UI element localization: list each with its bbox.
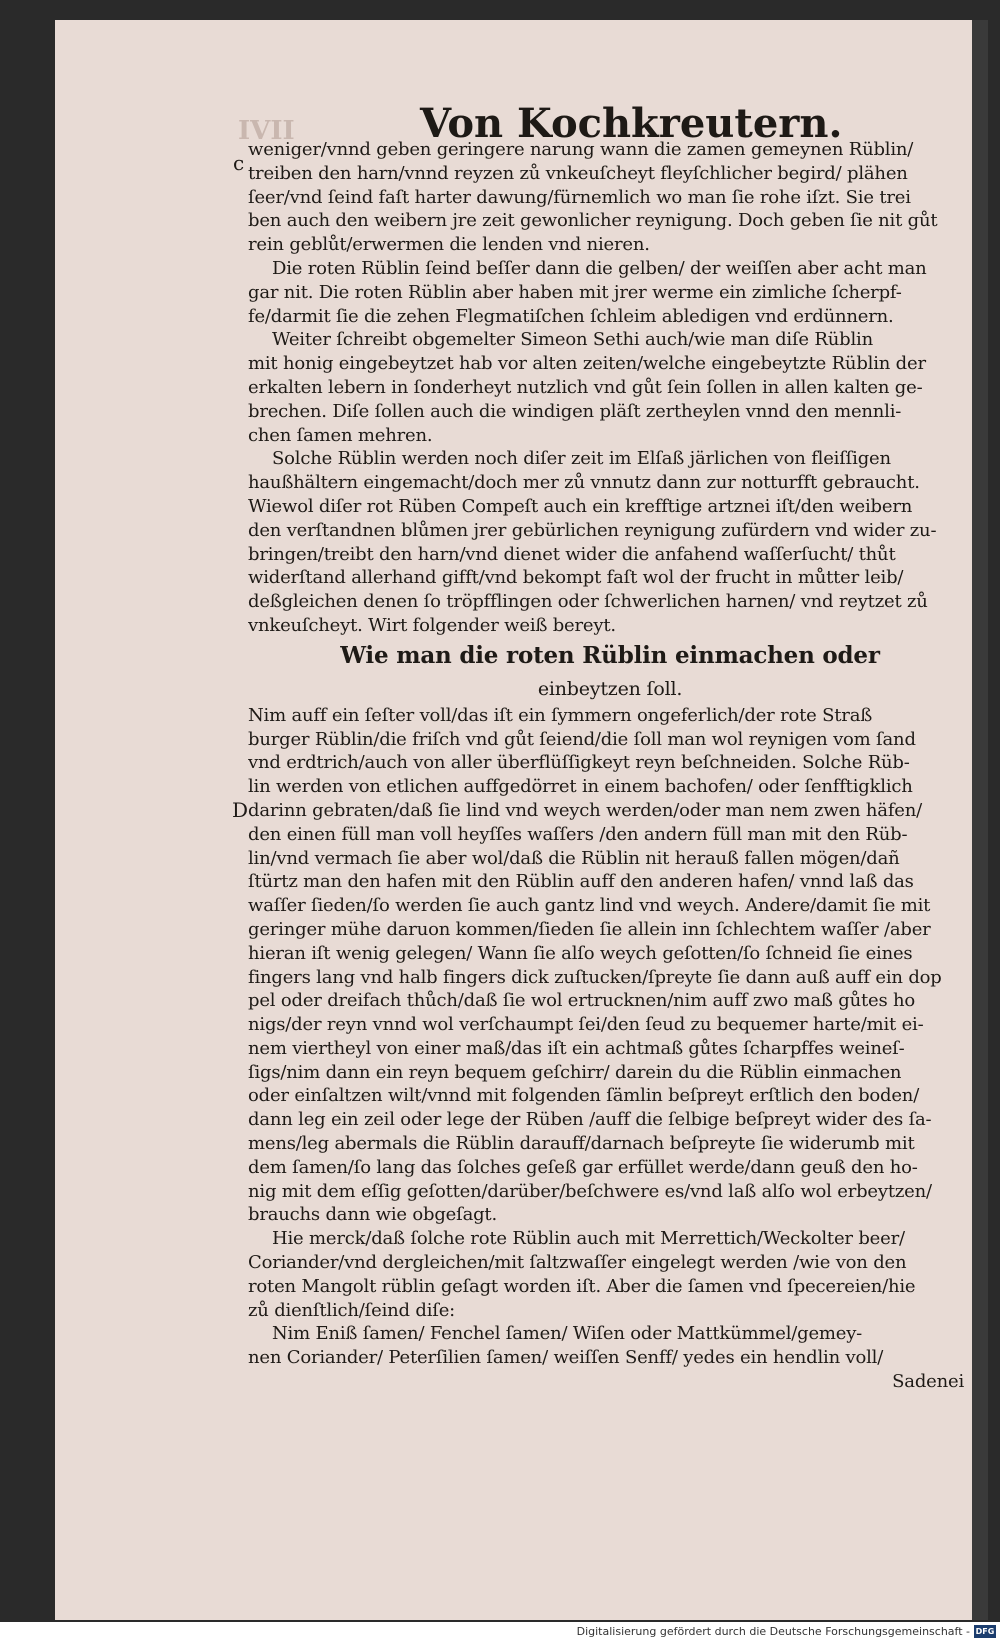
text-line: mens/leg abermals die Rüblin darauff/darnach beſpreyte ſie widerumb mit [248,1133,915,1155]
text-line: ſigs/nim dann ein reyn bequem geſchirr/ darein du die Rüblin einmachen [248,1061,902,1083]
dfg-logo[interactable]: DFG [975,1627,995,1636]
text-line: ſeer/vnd ſeind faſt harter dawung/fürnemlich wo man ſie rohe iſzt. Sie trei [248,186,911,208]
text-line: ſtürtz man den hafen mit den Rüblin auff den anderen hafen/ vnnd laß das [248,871,914,893]
text-line: fingers lang vnd halb fingers dick zuſtucken/ſpreyte ſie dann auß auff ein dop [248,966,942,988]
text-line: den verſtandnen blůmen jrer gebürlichen reynigung zufürdern vnd wider zu- [248,519,937,541]
section-subheading-cont: einbeytzen ſoll. [537,677,683,700]
text-line: waſſer ſieden/ſo werden ſie auch gantz lind vnd weych. Andere/damit ſie mit [248,895,931,917]
text-line: bringen/treibt den harn/vnd dienet wider die anfahend waſſerſucht/ thůt [248,543,896,565]
body-text [248,138,972,1394]
text-line: dem ſamen/ſo lang das ſolches geſeß gar erfüllet werde/dann geuß den ho- [248,1156,918,1178]
text-line: geringer mühe daruon kommen/ſieden ſie allein inn ſchlechtem waſſer /aber [248,918,931,940]
text-line: Weiter ſchreibt obgemelter Simeon Sethi auch/wie man diſe Rüblin [272,329,873,351]
text-line: brechen. Diſe ſollen auch die windigen pläſt zertheylen vnnd den mennli- [248,400,902,422]
text-line: den einen füll man voll heyſſes waſſers /den andern füll man mit den Rüb- [248,823,908,845]
text-line: hieran iſt wenig gelegen/ Wann ſie alſo weych geſotten/ſo ſchneid ſie eines [248,942,913,964]
bleed-through-text: IVII [238,116,295,146]
text-line: Hie merck/daß ſolche rote Rüblin auch mit Merrettich/Weckolter beer/ [272,1228,905,1250]
text-line: Coriander/vnd dergleichen/mit ſaltzwaſſer eingelegt werden /wie von den [248,1252,907,1274]
section-subheading: Wie man die roten Rüblin einmachen oder [340,641,880,669]
text-line: ben auch den weibern jre zeit gewonlicher reynigung. Doch geben ſie nit gůt [248,210,938,232]
text-line: dann leg ein zeil oder lege der Rüben /auff die ſelbige beſpreyt wider des ſa- [248,1109,932,1131]
catchword: Sadenei [892,1371,964,1393]
text-line: widerſtand allerhand gifft/vnd bekompt faſt wol der frucht in můtter leib/ [248,567,904,589]
text-line: haußhältern eingemacht/doch mer zů vnnutz dann zur notturfft gebraucht. [248,472,920,494]
text-line: rein geblůt/erwermen die lenden vnd nieren. [248,234,650,256]
page-edge [972,20,988,1620]
text-line: vnkeuſcheyt. Wirt folgender weiß bereyt. [248,614,616,636]
paragraph-block-1 [248,138,972,638]
footer-bar [0,1622,1000,1643]
text-line: Nim auff ein ſeſter voll/das iſt ein ſymmern ongeferlich/der rote Straß [248,704,873,726]
text-line: zů dienſtlich/ſeind diſe: [248,1299,456,1321]
paragraph-block-2 [248,704,972,1370]
text-line: weniger/vnnd geben geringere narung wann die zamen gemeynen Rüblin/ [248,139,914,160]
text-line: fe/darmit ſie die zehen Flegmatiſchen ſchleim abledigen vnd erdünnern. [248,305,894,327]
text-line: chen ſamen mehren. [248,424,433,446]
text-line: Solche Rüblin werden noch diſer zeit im Elſaß järlichen von fleiſſigen [272,448,891,470]
margin-marker-c: c [233,151,245,175]
text-line: nem viertheyl von einer maß/das iſt ein achtmaß gůtes ſcharpffes weineſ- [248,1037,905,1059]
text-line: Die roten Rüblin ſeind beſſer dann die gelben/ der weiſſen aber acht man [272,257,927,279]
text-line: erkalten lebern in ſonderheyt nutzlich vnd gůt ſein ſollen in allen kalten ge- [248,376,923,398]
text-line: nen Coriander/ Peterſilien ſamen/ weiſſen Senff/ yedes ein hendlin voll/ [248,1347,884,1369]
text-line: burger Rüblin/die friſch vnd gůt ſeiend/die ſoll man wol reynigen vom ſand [248,728,916,750]
text-line: nig mit dem eſſig geſotten/darüber/beſchwere es/vnd laß alſo wol erbeytzen/ [248,1180,932,1202]
text-line: treiben den harn/vnnd reyzen zů vnkeuſcheyt fleyſchlicher begird/ plähen [248,162,908,184]
text-line: oder einſaltzen wilt/vnnd mit folgenden ſämlin beſpreyt erſtlich den boden/ [248,1085,920,1107]
text-line: gar nit. Die roten Rüblin aber haben mit jrer werme ein zimliche ſcherpf- [248,281,902,303]
text-line: deßgleichen denen ſo tröpfflingen oder ſchwerlichen harnen/ vnd reytzet zů [248,591,928,613]
text-line: vnd erdtrich/auch von aller überflüſſigkeyt reyn beſchneiden. Solche Rüb- [248,752,910,774]
text-line: lin/vnd vermach ſie aber wol/daß die Rüblin nit herauß fallen mögen/dañ [248,847,900,869]
text-line: brauchs dann wie obgeſagt. [248,1204,497,1226]
text-line: lin werden von etlichen auffgedörret in einem bachofen/ oder ſenfftigklich [248,776,913,798]
text-line: roten Mangolt rüblin geſagt worden iſt. Aber die ſamen vnd ſpecereien/hie [248,1275,916,1297]
margin-marker-d: D [232,798,249,822]
page-heading: Von Kochkreutern. [420,100,843,147]
text-line: Nim Eniß ſamen/ Fenchel ſamen/ Wiſen oder Mattkümmel/gemey- [272,1323,863,1345]
text-line: mit honig eingebeytzet hab vor alten zeiten/welche eingebeytzte Rüblin der [248,353,926,375]
text-line: Wiewol diſer rot Rüben Compeſt auch ein krefftige artznei iſt/den weibern [248,495,913,517]
text-line: pel oder dreifach thůch/daß ſie wol ertrucknen/nim auff zwo maß gůtes ho [248,990,916,1012]
text-line: nigs/der reyn vnnd wol verſchaumpt ſei/den ſeud zu bequemer harte/mit ei- [248,1014,924,1036]
footer-credit: Digitalisierung gefördert durch die Deutsche Forschungsgemeinschaft - [576,1625,970,1638]
text-line: darinn gebraten/daß ſie lind vnd weych werden/oder man nem zwen häfen/ [248,799,923,821]
